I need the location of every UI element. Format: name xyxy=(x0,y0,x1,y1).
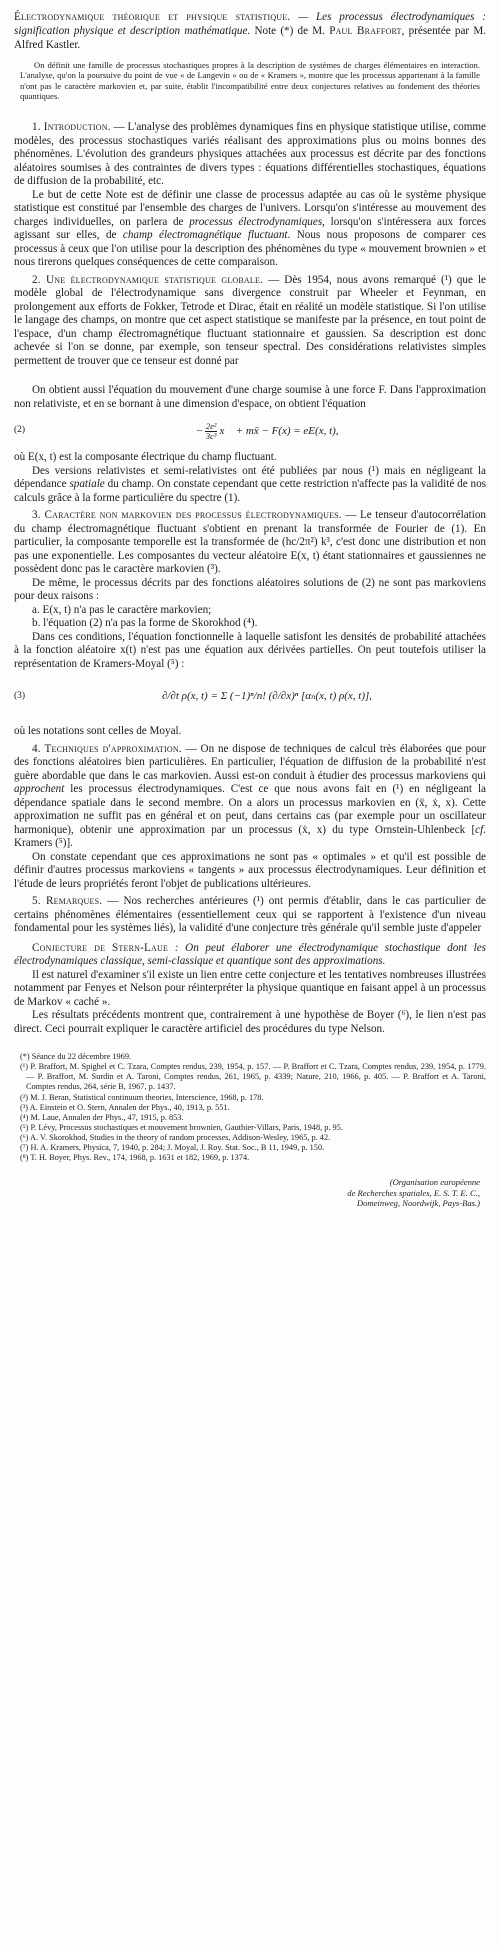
affiliation-line-2: de Recherches spatiales, E. S. T. E. C., xyxy=(347,1187,480,1198)
references xyxy=(14,1052,486,1163)
equation-2 xyxy=(14,419,486,443)
section-3-paragraph-3: Dans ces conditions, l'équation fonctionnelle à laquelle satisfont les densités de probabilité attachées à la fonction aléatoire x(t) n'est pas une équation aux dérivées partielles. On peut toutefois utiliser la représentation de Kramers-Moyal (⁵) : xyxy=(14,630,486,670)
reference-item: (⁴) M. Laue, Annalen der Phys., 47, 1915, p. 853. xyxy=(20,1112,184,1122)
reference-item: (²) M. J. Beran, Statistical continuum theories, Interscience, 1968, p. 178. xyxy=(20,1092,264,1102)
fraction-denominator: 3c³ xyxy=(205,430,217,441)
equation-2-number: (2) xyxy=(14,425,26,436)
equation-2-fraction xyxy=(205,422,218,441)
section-3-paragraph-4: où les notations sont celles de Moyal. xyxy=(14,725,182,738)
reference-item: (⁸) T. H. Boyer, Phys. Rev., 174, 1968, p. 1631 et 182, 1969, p. 1374. xyxy=(20,1153,250,1163)
section-2-paragraph-1 xyxy=(14,274,486,369)
s1-p2c: , lorsqu'on s'intéressera aux forces agissant sur elles, de xyxy=(14,215,486,242)
section-5-paragraph-1 xyxy=(14,895,486,936)
section-4-heading: 4. Techniques d'approximation. xyxy=(32,742,182,755)
note-title xyxy=(14,10,486,52)
s2-p4b: spatiale xyxy=(69,478,105,491)
section-3-paragraph-1 xyxy=(14,509,486,577)
section-3-paragraph-2: De même, le processus décrits par des fonctions aléatoires solutions de (2) ne sont pas markoviens pour deux raisons : xyxy=(14,576,486,603)
title-caps: Électrodynamique théorique et physique statistique. xyxy=(14,11,291,23)
section-3-heading: 3. Caractère non markovien des processus électrodynamiques. xyxy=(32,509,342,522)
conjecture-heading: Conjecture de Stern-Laue xyxy=(32,941,169,954)
byline-post: , présentée par M. Alfred Kastler. xyxy=(14,25,487,51)
s4-p1d: cf. xyxy=(475,823,486,836)
section-5-heading: 5. Remarques. xyxy=(32,895,103,908)
section-3-text: — Le tenseur d'autocorrélation du champ électromagnétique fluctuant s'obtient en prenant la transformée de Fourier de (1). En particulier, la composante temporelle est la transformée de (hc/2π²) k³, c'est donc une distribution et non pas une exponentielle. Les composantes du vecteur aléatoire E(x, t) étant stationnaires et gaussiennes ne possèdent donc pas le caractère markovien (³). xyxy=(14,509,486,576)
section-1-text: — L'analyse des problèmes dynamiques fins en physique statistique utilise, comme modèles, des processus stochastiques variés réalisant des approximations plus ou moins bonnes des phénomènes. L'évolution des grandeurs physiques attachées aux processus est décrite par des fonctions aléatoires soumises à des contraintes de divers types : équations différentielles stochastiques, équations de diffusion de la probabilité, etc. xyxy=(14,121,487,188)
reference-item: (³) A. Einstein et O. Stern, Annalen der Phys., 40, 1913, p. 551. xyxy=(20,1102,230,1112)
section-1-heading: 1. Introduction. xyxy=(32,121,111,134)
s4-p1c: les processus électrodynamiques. C'est ce que nous avons fait en (¹) en négligeant la dépendance spatiale dans le second membre. On a alors un processus markovien en (ẍ, ẋ, x). Cette approximation ne suffit pas en général et on peut, dans certains cas (par exemple pour un oscillateur harmonique), obtenir une approximation par un processus (ẋ, x) du type Ornstein-Uhlenbeck [ xyxy=(14,783,486,836)
s1-p2b: processus électrodynamiques xyxy=(189,215,323,228)
s4-p1e: Kramers (⁵)]. xyxy=(14,837,73,850)
section-1-paragraph-1 xyxy=(14,121,486,189)
section-1-paragraph-2 xyxy=(14,189,486,270)
section-2-paragraph-4 xyxy=(14,465,486,506)
title-italic: — Les processus électrodynamiques : signification physique et description mathématique. xyxy=(14,11,486,37)
section-2-heading: 2. Une électrodynamique statistique globale. xyxy=(32,273,264,286)
s4-p1a: — On ne dispose de techniques de calcul très élaborées que pour des fonctions aléatoires bien particulières. En particulier, l'équation de diffusion de la probabilité n'est guère abordable que dans le cas markovien. Aussi est-on conduit à étudier des processus markoviens qui xyxy=(14,742,486,782)
section-5-paragraph-2: Il est naturel d'examiner s'il existe un lien entre cette conjecture et les tentatives nombreuses illustrées notamment par Fenyes et Nelson pour réinterpréter la physique quantique en faisant appel à un processus de Markov « caché ». xyxy=(14,968,486,1008)
s1-p2a: Le but de cette Note est de définir une classe de processus adaptée au cas où le système physique statistique est constitué par l'ensemble des charges de l'univers. Lorsqu'on s'intéresse au mouvement des charges individuelles, on parlera de xyxy=(14,188,486,228)
equation-2-body: − $\frac{\text{2e²}}{\text{3c³}}$ x⃛ + mẍ − F(x) = eE(x, t), xyxy=(195,420,339,441)
abstract xyxy=(20,60,480,101)
equation-3-number: (3) xyxy=(14,691,26,702)
section-5-paragraph-3: Les résultats précédents montrent que, contrairement à une hypothèse de Boyer (⁶), le lien n'est pas direct. Ceci pourrait expliquer le caractère artificiel des procédures du type Nelson. xyxy=(14,1009,486,1035)
section-2-paragraph-3: où E(x, t) est la composante électrique du champ fluctuant. xyxy=(14,451,277,464)
reason-b: b. l'équation (2) n'a pas la forme de Skorokhod (⁴). xyxy=(32,617,258,630)
affiliation-line-1: (Organisation européenne xyxy=(389,1177,480,1188)
reference-item: (⁶) A. V. Skorokhod, Studies in the theory of random processes, Addison-Wesley, 1965, p. 42. xyxy=(20,1132,331,1142)
formula-gap xyxy=(14,368,486,384)
fraction-numerator: 2e² xyxy=(205,420,217,431)
reason-a: a. E(x, t) n'a pas le caractère markovien; xyxy=(32,603,212,616)
section-4-paragraph-2: On constate cependant que ces approximations ne sont pas « optimales » et qu'il est possible de définir d'autres processus markoviens « tangents » aux processus électrodynamiques. Leur définition et l'étude de leurs propriétés feront l'objet de publications ultérieures. xyxy=(14,850,486,890)
author-name: Paul Braffort xyxy=(329,25,402,37)
s1-p2e: . Nous nous proposons de comparer ces processus à ceux que l'on utilise pour la description des phénomènes du type « mouvement brownien » et nous tirerons quelques conséquences de cette comparaison. xyxy=(14,229,486,269)
section-4-paragraph-1 xyxy=(14,743,486,851)
conjecture-text: : On peut élaborer une électrodynamique stochastique dont les électrodynamiques classique, semi-classique et quantique sont des approximations. xyxy=(14,941,486,968)
s2-p4a: Des versions relativistes et semi-relativistes ont été publiées par nous (¹) mais en négligeant la dépendance xyxy=(14,464,486,491)
affiliation-line-3: Domeinweg, Noordwijk, Pays-Bas.) xyxy=(356,1197,480,1208)
s4-p1b: approchent xyxy=(14,783,65,796)
equation-3-body: ∂/∂t ρ(x, t) = Σ (−1)ⁿ/n! (∂/∂x)ⁿ [αₙ(x, t) ρ(x, t)], xyxy=(161,690,373,703)
affiliation xyxy=(14,1177,486,1208)
reasons-list xyxy=(14,604,486,631)
reference-item: (¹) P. Braffort, M. Spighel et C. Tzara, Comptes rendus, 239, 1954, p. 157. — P. Braffort et C. Tzara, Comptes rendus, 239, 1954, p. 1779. — P. Braffort, M. Surdin et A. Taroni, Comptes rendus, 261, 1965, p. 4339; Nature, 210, 1966, p. 405. — P. Braffort et A. Taroni, Comptes rendus, 264, série B, 1967, p. 1437. xyxy=(20,1062,486,1092)
equation-2-rest: x⃛ + mẍ − F(x) = eE(x, t), xyxy=(219,424,339,437)
section-2-text: — Dès 1954, nous avons remarqué (¹) que le modèle global de l'électrodynamique sans divergence construit par Wheeler et Feynman, en prolongement aux efforts de Fokker, Tetrode et Dirac, était en réalité un modèle statistique. Si l'on utilise le langage des champs, on montre que cet aspect statistique se manifeste par la présence, en tout point de l'espace, d'un champ électromagnétique fluctuant stationnaire et gaussien. Sa description est donc achevée si l'on se donne, par exemple, son tenseur spectral. Des considérations relativistes simples permettent de trouver que ce tenseur est donné par xyxy=(14,273,486,367)
reference-item: (*) Séance du 22 décembre 1969. xyxy=(20,1052,132,1062)
abstract-text: On définit une famille de processus stochastiques propres à la description de systèmes de charges élémentaires en interaction. L'analyse, qu'on la poursuive du point de vue « de Langevin » ou de « Kramers », montre que les processus appartenant à la famille n'ont pas le caractère markovien et, par suite, établit l'incompatibilité entre deux conjectures relatives au fondement des théories quantiques. xyxy=(20,60,480,101)
byline-pre: Note (*) de M. xyxy=(250,25,330,37)
reference-item: (⁵) P. Lévy, Processus stochastiques et mouvement brownien, Gauthier-Villars, Paris, 1948, p. 95. xyxy=(20,1122,343,1132)
section-2-paragraph-2: On obtient aussi l'équation du mouvement d'une charge soumise à une force F. Dans l'approximation non relativiste, et en se bornant à une dimension d'espace, on obtient l'équation xyxy=(14,384,486,410)
s2-p4c: du champ. On constate cependant que cette restriction n'affecte pas la validité de nos calculs grâce à la forme particulière du spectre (1). xyxy=(14,478,486,504)
s1-p2d: champ électromagnétique fluctuant xyxy=(122,229,288,242)
section-5-text: — Nos recherches antérieures (¹) ont permis d'établir, dans le cas particulier de certains phénomènes élémentaires (essentiellement ceux qui se rapportent à l'existence d'un niveau fondamental pour les systèmes liés), la validité d'une conjecture très générale qu'il semble juste d'appeler xyxy=(14,895,486,935)
equation-3 xyxy=(14,681,486,713)
reference-item: (⁷) H. A. Kramers, Physica, 7, 1940, p. 284; J. Moyal, J. Roy. Stat. Soc., B 11, 1949, p. 150. xyxy=(20,1143,325,1153)
conjecture xyxy=(14,942,486,969)
